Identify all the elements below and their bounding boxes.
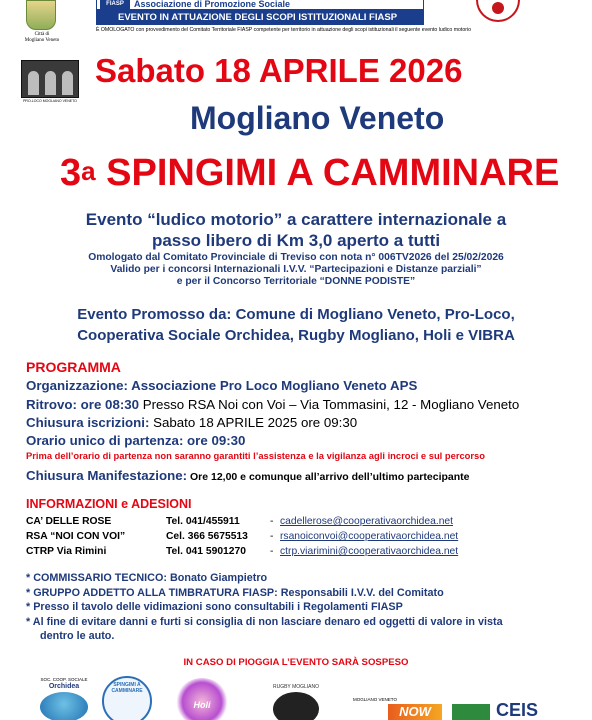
mogliano-now-logo: NOW: [388, 704, 442, 720]
note-valori-cont: dentro le auto.: [40, 630, 115, 642]
contact-email-link[interactable]: ctrp.viarimini@cooperativaorchidea.net: [280, 546, 459, 557]
arch-icon: [45, 71, 56, 95]
homologation-note: Omologato dal Comitato Provinciale di Treviso con nota n° 006TV2026 del 25/02/2026: [88, 252, 504, 263]
mogliano-now-caption: MOGLIANO VENETO: [353, 697, 397, 702]
contact-dash: -: [270, 546, 274, 557]
orchidea-name: Orchidea: [48, 683, 80, 690]
holi-logo-label: Holi: [193, 700, 211, 710]
contact-tel: Cel. 366 5675513: [166, 531, 248, 542]
rugby-logo-icon: [273, 692, 319, 720]
rain-notice: IN CASO DI PIOGGIA L’EVENTO SARÀ SOSPESO: [183, 657, 409, 668]
event-date: Sabato 18 APRILE 2026: [95, 52, 463, 89]
promoters-line-1: Evento Promosso da: Comune di Mogliano Veneto, Pro-Loco,: [77, 306, 515, 323]
contact-email-link[interactable]: rsanoiconvoi@cooperativaorchidea.net: [280, 531, 459, 542]
edition-number: 3: [60, 152, 82, 194]
description-line-1: Evento “ludico motorio” a carattere internazionale a: [85, 210, 507, 229]
ritrovo-line: [26, 396, 519, 413]
chiusura-man-value: Ore 12,00 e comunque all’arrivo dell’ultimo partecipante: [187, 471, 470, 483]
orario-line: Orario unico di partenza: ore 09:30: [26, 433, 246, 448]
note-regolamenti: * Presso il tavolo delle vidimazioni sono consultabili i Regolamenti FIASP: [26, 601, 403, 613]
contact-tel: Tel. 041 5901270: [166, 546, 246, 557]
programma-heading: PROGRAMMA: [26, 359, 121, 375]
promoters-line-2: Cooperativa Sociale Orchidea, Rugby Mogliano, Holi e VIBRA: [77, 327, 515, 344]
contact-email-link[interactable]: cadellerose@cooperativaorchidea.net: [280, 516, 454, 527]
arch-icon: [28, 71, 39, 95]
arch-icon: [62, 71, 73, 95]
crest-caption: Città di Mogliano Veneto: [24, 32, 60, 43]
chiusura-manifestazione-line: [26, 467, 470, 486]
contact-name: RSA “NOI CON VOI”: [26, 531, 126, 542]
orchidea-caption: SOC. COOP. SOCIALE: [40, 677, 88, 682]
city-crest-icon: [26, 0, 56, 30]
event-title: [60, 152, 559, 194]
contact-tel: Tel. 041/455911: [166, 516, 240, 527]
description-line-2: passo libero di Km 3,0 aperto a tutti: [151, 231, 441, 250]
informazioni-heading: INFORMAZIONI e ADESIONI: [26, 497, 192, 511]
contact-dash: -: [270, 531, 274, 542]
rugby-logo-label: RUGBY MOGLIANO: [272, 684, 320, 690]
validity-note-2: e per il Concorso Territoriale “DONNE PODISTE”: [176, 276, 416, 287]
green-sponsor-logo-icon: [452, 704, 490, 720]
contact-dash: -: [270, 516, 274, 527]
proloco-logo-icon: [21, 60, 79, 98]
ivv-logo-mark-icon: [492, 2, 504, 14]
warning-line: Prima dell’orario di partenza non saranno garantiti l’assistenza e la vigilanza agli incroci e sul percorso: [26, 450, 485, 461]
organizzazione-line: Organizzazione: Associazione Pro Loco Mogliano Veneto APS: [26, 378, 418, 393]
holi-logo-icon: [176, 678, 228, 720]
event-city: Mogliano Veneto: [190, 100, 445, 136]
ritrovo-label: Ritrovo: ore 08:30: [26, 397, 140, 412]
event-name: SPINGIMI A CAMMINARE: [95, 152, 560, 194]
note-valori: * Al fine di evitare danni e furti si consiglia di non lasciare denaro ed oggetti di valore in vista: [26, 616, 503, 628]
contact-name: CA’ DELLE ROSE: [26, 516, 112, 527]
ceis-logo: CEIS: [496, 700, 539, 720]
fiasp-band: EVENTO IN ATTUAZIONE DEGLI SCOPI ISTITUZIONALI FIASP: [96, 10, 424, 25]
orchidea-logo-icon: [40, 692, 88, 720]
contact-name: CTRP Via Rimini: [26, 546, 107, 557]
ritrovo-value: Presso RSA Noi con Voi – Via Tommasini, 12 - Mogliano Veneto: [139, 397, 520, 412]
fiasp-association: Associazione di Promozione Sociale: [134, 0, 291, 9]
spingimi-logo-label: SPINGIMI A CAMMINARE: [111, 682, 143, 694]
note-commissario: * COMMISSARIO TECNICO: Bonato Giampietro: [26, 572, 268, 584]
chiusura-line: [26, 414, 357, 431]
validity-note-1: Valido per i concorsi Internazionali I.V.V. “Partecipazioni e Distanze parziali”: [110, 264, 482, 275]
chiusura-label: Chiusura iscrizioni:: [26, 415, 150, 430]
note-timbratura: * GRUPPO ADDETTO ALLA TIMBRATURA FIASP: Responsabili I.V.V. del Comitato: [26, 587, 444, 599]
omologato-note: È OMOLOGATO con provvedimento del Comitato Territoriale FIASP competente per territorio in attuazione degli scopi istituzionali il seguente evento ludico motorio: [96, 27, 472, 33]
chiusura-man-label: Chiusura Manifestazione:: [26, 468, 188, 483]
chiusura-value: Sabato 18 APRILE 2025 ore 09:30: [149, 415, 358, 430]
fiasp-logo: FIASP: [100, 0, 130, 9]
edition-suffix: a: [81, 156, 96, 186]
proloco-caption: PRO-LOCO MOGLIANO VENETO: [23, 99, 77, 103]
